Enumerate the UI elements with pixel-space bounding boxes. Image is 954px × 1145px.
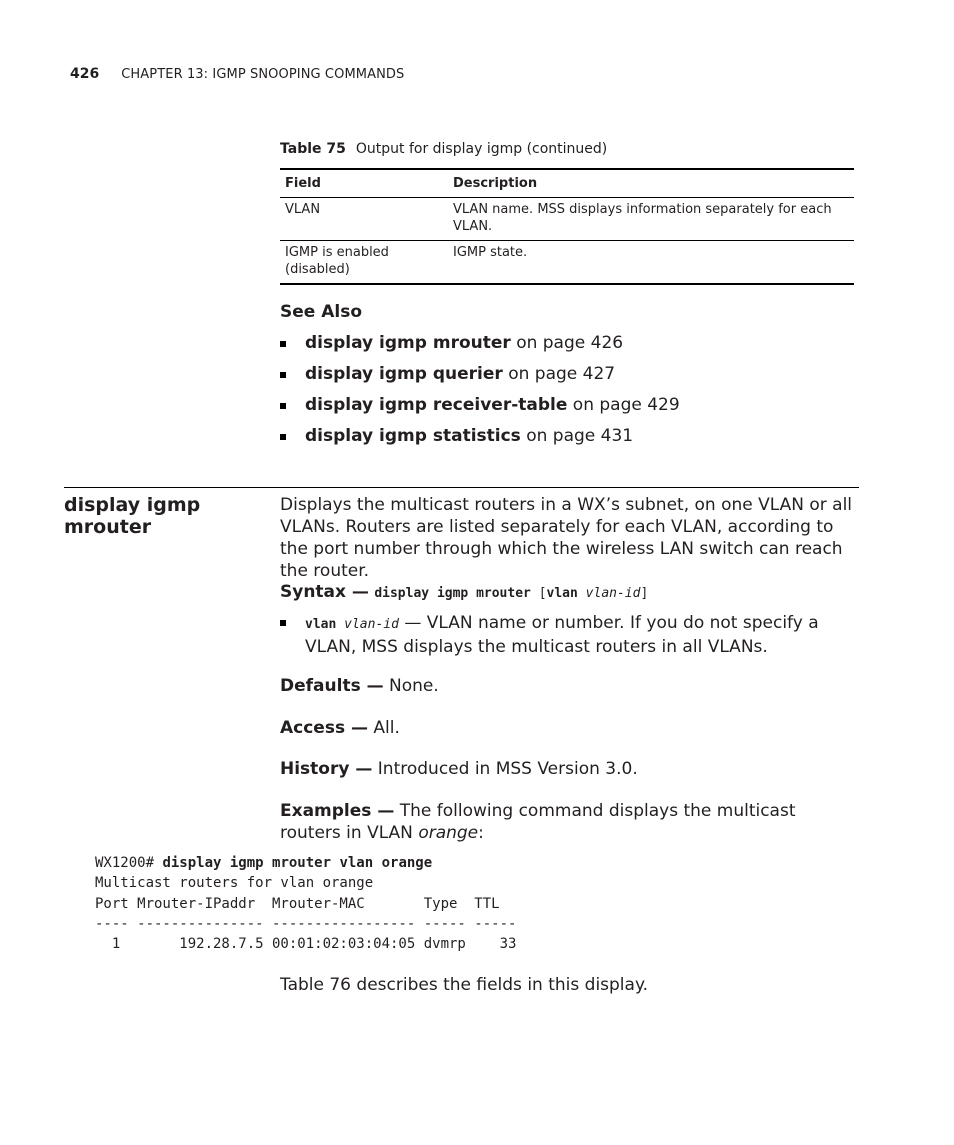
see-also-heading: See Also [280, 302, 363, 322]
syntax-argument: vlan-id [585, 586, 641, 601]
cell-field: IGMP is enabled (disabled) [280, 241, 448, 285]
access-text: All. [373, 718, 400, 738]
table-title: Output for display igmp (continued) [355, 141, 608, 157]
column-header-field: Field [280, 169, 448, 198]
cell-description: VLAN name. MSS displays information separately for each VLAN. [448, 198, 854, 241]
syntax-command: display igmp mrouter [374, 586, 531, 601]
examples-line [280, 800, 860, 844]
table-row [280, 198, 854, 241]
footer-text: Table 76 describes the fields in this display. [280, 975, 648, 995]
syntax-bracket-open: [ [538, 586, 547, 601]
cli-prompt: WX1200# [95, 855, 163, 871]
output-fields-table [280, 168, 854, 285]
output-line: 1 192.28.7.5 00:01:02:03:04:05 dvmrp 33 [95, 936, 517, 953]
table-header-row [280, 169, 854, 198]
parameter-item [280, 612, 850, 658]
output-line: Port Mrouter-IPaddr Mrouter-MAC Type TTL [95, 895, 500, 912]
examples-colon: : [478, 823, 484, 843]
defaults-label: Defaults — [280, 676, 384, 696]
defaults-text: None. [389, 676, 439, 696]
link-page[interactable]: on page 429 [572, 395, 680, 415]
section-divider [64, 487, 859, 488]
link-page[interactable]: on page 431 [526, 426, 634, 446]
access-line [280, 717, 860, 739]
section-title: display igmp mrouter [64, 494, 201, 538]
examples-vlan: orange [418, 823, 479, 843]
link-page[interactable]: on page 427 [508, 364, 616, 384]
page-number: 426 [70, 66, 100, 82]
defaults-line [280, 675, 860, 697]
link-command[interactable]: display igmp mrouter [305, 333, 511, 353]
table-label: Table 75 [280, 141, 346, 157]
param-description: — VLAN name or number. If you do not specify a VLAN, MSS displays the multicast routers in all VLANs. [305, 613, 819, 657]
link-page[interactable]: on page 426 [516, 333, 624, 353]
table-row [280, 241, 854, 285]
running-header [70, 66, 404, 82]
see-also-link-querier[interactable] [280, 364, 680, 395]
cell-field: VLAN [280, 198, 448, 241]
examples-label: Examples — [280, 801, 395, 821]
see-also-list [280, 333, 680, 457]
param-keyword: vlan [305, 617, 337, 632]
history-line [280, 758, 860, 780]
syntax-keyword: vlan [546, 586, 578, 601]
output-line: Multicast routers for vlan orange [95, 875, 374, 892]
column-header-description: Description [448, 169, 854, 198]
see-also-link-mrouter[interactable] [280, 333, 680, 364]
chapter-title: CHAPTER 13: IGMP SNOOPING COMMANDS [121, 67, 405, 82]
syntax-line [280, 581, 860, 605]
see-also-link-receiver-table[interactable] [280, 395, 680, 426]
link-command[interactable]: display igmp statistics [305, 426, 521, 446]
link-command[interactable]: display igmp receiver-table [305, 395, 568, 415]
cell-description: IGMP state. [448, 241, 854, 285]
param-argument: vlan-id [344, 617, 399, 632]
examples-text: The following command displays the multicast routers in VLAN [280, 801, 796, 843]
link-command[interactable]: display igmp querier [305, 364, 503, 384]
table-caption [280, 141, 607, 157]
history-text: Introduced in MSS Version 3.0. [377, 759, 638, 779]
see-also-link-statistics[interactable] [280, 426, 680, 457]
example-output [95, 853, 516, 954]
output-line: ---- --------------- ----------------- ----- ----- [95, 915, 517, 932]
cli-command: display igmp mrouter vlan orange [162, 855, 433, 871]
access-label: Access — [280, 718, 368, 738]
section-intro: Displays the multicast routers in a WX’s subnet, on one VLAN or all VLANs. Routers are listed separately for each VLAN, according to the port number through which the wireless LAN switch can reach the router. [280, 495, 853, 581]
syntax-label: Syntax — [280, 582, 369, 602]
history-label: History — [280, 759, 373, 779]
syntax-bracket-close: ] [640, 586, 649, 601]
